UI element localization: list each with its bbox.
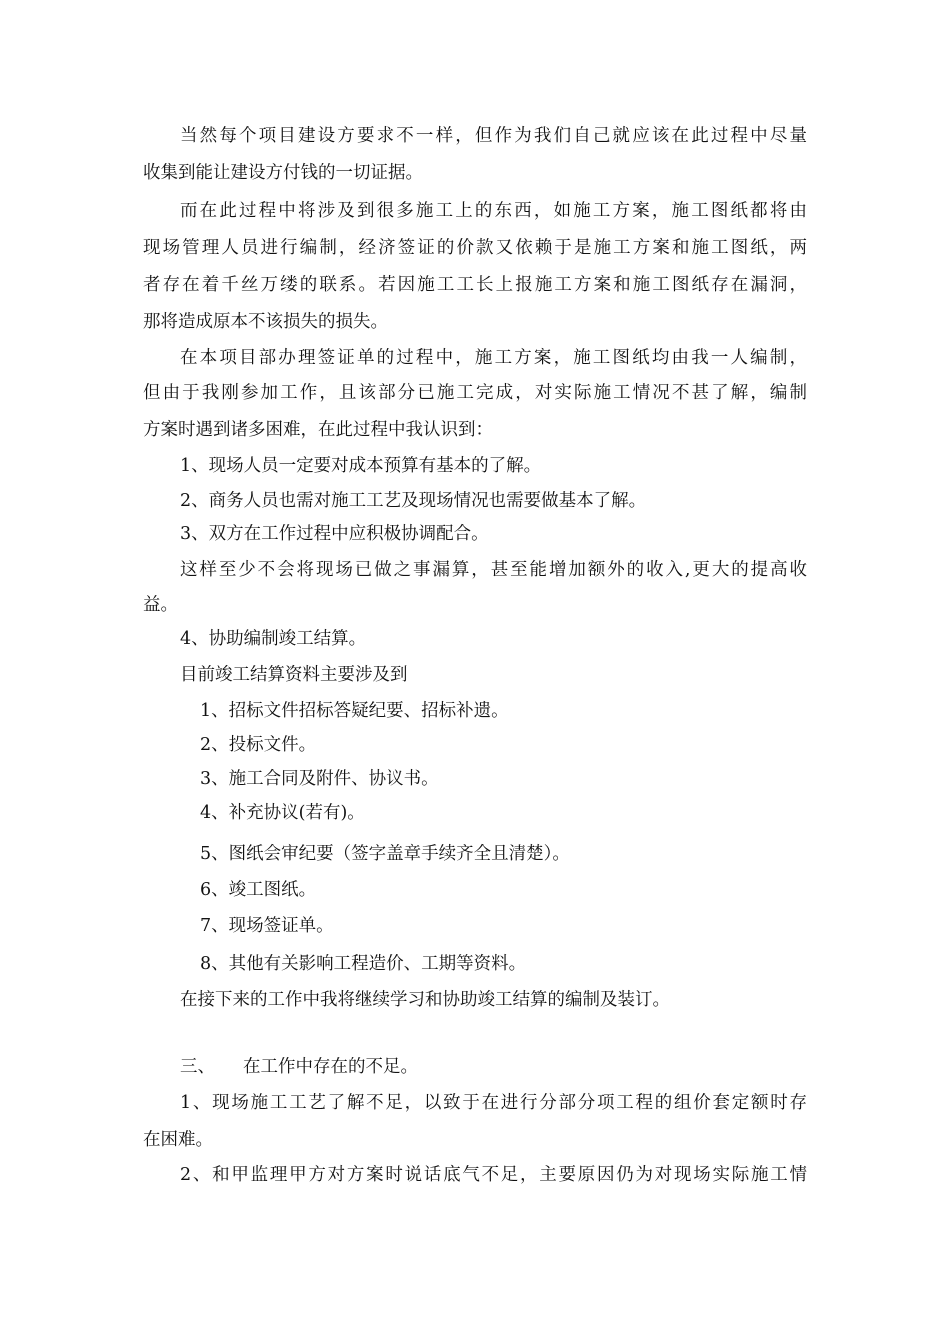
paragraph-line: 但由于我刚参加工作，且该部分已施工完成，对实际施工情况不甚了解，编制 — [143, 383, 807, 403]
paragraph-line: 那将造成原本不该损失的损失。 — [143, 312, 388, 332]
paragraph-line: 目前竣工结算资料主要涉及到 — [180, 665, 408, 685]
paragraph-line: 者存在着千丝万缕的联系。若因施工工长上报施工方案和施工图纸存在漏洞， — [143, 275, 807, 295]
paragraph-line: 方案时遇到诸多困难，在此过程中我认识到： — [143, 420, 493, 440]
list-item: 6、竣工图纸。 — [200, 880, 317, 900]
list-item: 1、招标文件招标答疑纪要、招标补遗。 — [200, 701, 509, 721]
paragraph-line: 2、和甲监理甲方对方案时说话底气不足，主要原因仍为对现场实际施工情 — [180, 1165, 807, 1185]
paragraph-line: 这样至少不会将现场已做之事漏算，甚至能增加额外的收入,更大的提高收 — [180, 560, 807, 580]
paragraph-line: 收集到能让建设方付钱的一切证据。 — [143, 163, 423, 183]
paragraph-line: 而在此过程中将涉及到很多施工上的东西，如施工方案，施工图纸都将由 — [180, 201, 807, 221]
paragraph-line: 在本项目部办理签证单的过程中，施工方案，施工图纸均由我一人编制， — [180, 348, 807, 368]
section-item: 4、协助编制竣工结算。 — [180, 629, 367, 649]
paragraph-line: 当然每个项目建设方要求不一样，但作为我们自己就应该在此过程中尽量 — [180, 126, 807, 146]
list-item: 7、现场签证单。 — [200, 916, 334, 936]
list-item: 2、投标文件。 — [200, 735, 317, 755]
list-item: 3、双方在工作过程中应积极协调配合。 — [180, 524, 489, 544]
list-item: 5、图纸会审纪要（签字盖章手续齐全且清楚）。 — [200, 844, 570, 864]
section-number: 三、 — [180, 1057, 215, 1077]
list-item: 2、商务人员也需对施工工艺及现场情况也需要做基本了解。 — [180, 491, 647, 511]
paragraph-line: 益。 — [143, 595, 178, 615]
paragraph-line: 在困难。 — [143, 1130, 213, 1150]
paragraph-line: 在接下来的工作中我将继续学习和协助竣工结算的编制及装订。 — [180, 990, 670, 1010]
list-item: 8、其他有关影响工程造价、工期等资料。 — [200, 954, 527, 974]
list-item: 4、补充协议(若有)。 — [200, 803, 365, 823]
list-item: 3、施工合同及附件、协议书。 — [200, 769, 439, 789]
paragraph-line: 1、现场施工工艺了解不足，以致于在进行分部分项工程的组价套定额时存 — [180, 1093, 807, 1113]
section-heading: 在工作中存在的不足。 — [243, 1057, 418, 1077]
list-item: 1、现场人员一定要对成本预算有基本的了解。 — [180, 456, 542, 476]
paragraph-line: 现场管理人员进行编制，经济签证的价款又依赖于是施工方案和施工图纸，两 — [143, 238, 807, 258]
